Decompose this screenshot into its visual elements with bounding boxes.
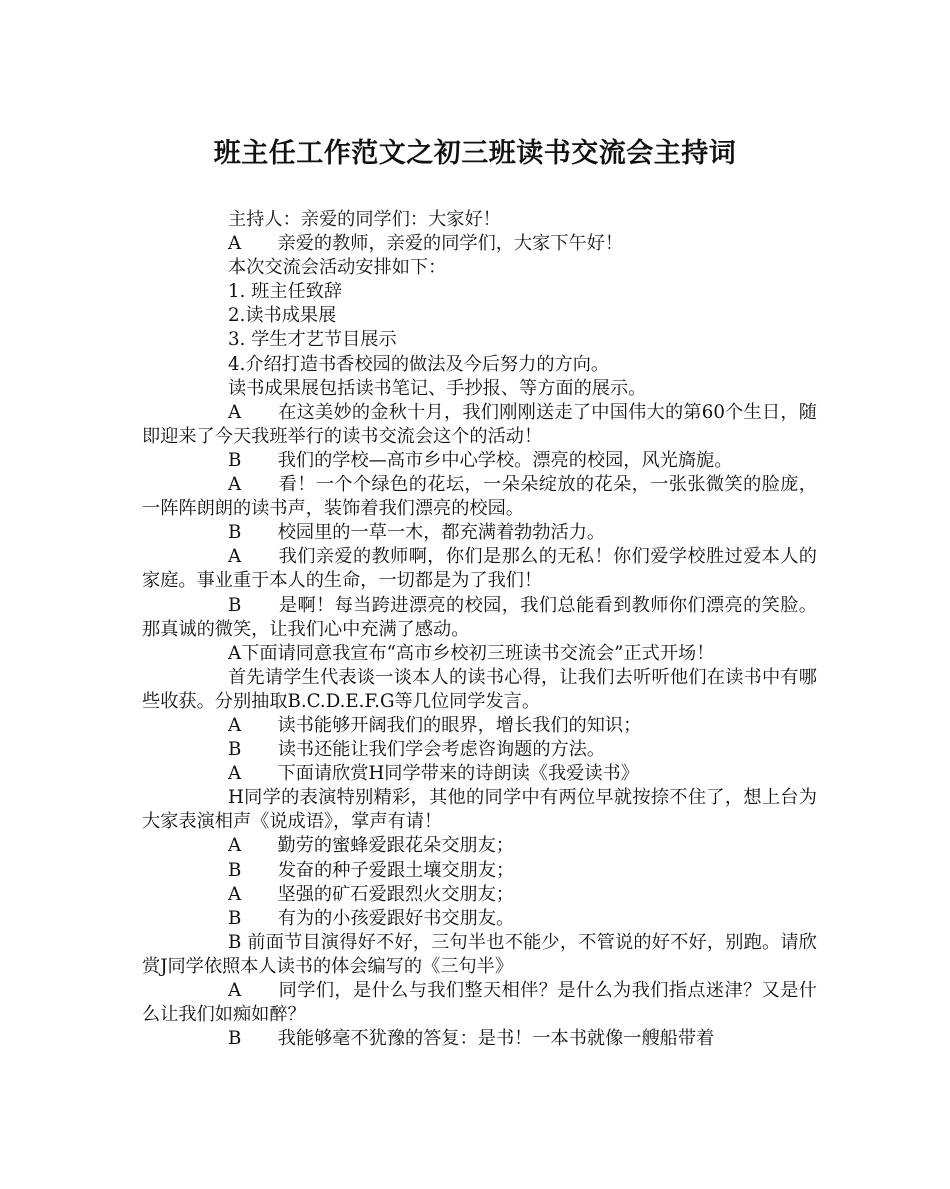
paragraph: A 勤劳的蜜蜂爱跟花朵交朋友； <box>228 835 514 857</box>
paragraph: B 发奋的种子爱跟土壤交朋友； <box>228 859 515 881</box>
paragraph: A 看！一个个绿色的花坛，一朵朵绽放的花朵，一张张微笑的脸庞，一阵阵朗朗的读书声，装饰着我们漂亮的校园。 <box>142 474 817 520</box>
paragraph: A 坚强的矿石爱跟烈火交朋友； <box>228 883 514 905</box>
paragraph: 1. 班主任致辞 <box>228 281 343 303</box>
document-body <box>142 208 817 1051</box>
paragraph: A 我们亲爱的教师啊，你们是那么的无私！你们爱学校胜过爱本人的家庭。事业重于本人的生命，一切都是为了我们！ <box>142 546 817 592</box>
paragraph: 本次交流会活动安排如下： <box>228 257 447 279</box>
paragraph: 读书成果展包括读书笔记、手抄报、等方面的展示。 <box>228 377 647 399</box>
paragraph: A 读书能够开阔我们的眼界，增长我们的知识； <box>228 714 642 736</box>
paragraph: 首先请学生代表谈一谈本人的读书心得，让我们去听听他们在读书中有哪些收获。分别抽取B.C.D.E.F.G等几位同学发言。 <box>142 666 817 712</box>
paragraph: H同学的表演特别精彩，其他的同学中有两位早就按捺不住了，想上台为大家表演相声《说成语》，掌声有请！ <box>142 787 817 833</box>
paragraph: 3. 学生才艺节目展示 <box>228 329 397 351</box>
paragraph: B 校园里的一草一木，都充满着勃勃活力。 <box>228 522 606 544</box>
paragraph: B 我们的学校—高市乡中心学校。漂亮的校园，风光旖旎。 <box>228 449 733 471</box>
paragraph: B 有为的小孩爱跟好书交朋友。 <box>228 907 515 929</box>
paragraph: B 我能够毫不犹豫的答复：是书！一本书就像一艘船带着 <box>228 1028 715 1050</box>
paragraph: A 亲爱的教师，亲爱的同学们，大家下午好！ <box>228 233 624 255</box>
paragraph: A 在这美妙的金秋十月，我们刚刚送走了中国伟大的第60个生日，随即迎来了今天我班举行的读书交流会这个的活动！ <box>142 401 817 447</box>
paragraph: B 是啊！每当跨进漂亮的校园，我们总能看到教师你们漂亮的笑脸。那真诚的微笑，让我们心中充满了感动。 <box>142 594 817 640</box>
paragraph: 主持人：亲爱的同学们：大家好！ <box>228 209 501 230</box>
paragraph: A 下面请欣赏H同学带来的诗朗读《我爱读书》 <box>228 763 639 785</box>
paragraph: A下面请同意我宣布“高市乡校初三班读书交流会”正式开场！ <box>228 642 715 664</box>
paragraph: A 同学们，是什么与我们整天相伴？是什么为我们指点迷津？又是什么让我们如痴如醉？ <box>142 980 817 1026</box>
paragraph: B 读书还能让我们学会考虑咨询题的方法。 <box>228 739 606 761</box>
document-title: 班主任工作范文之初三班读书交流会主持词 <box>213 138 737 169</box>
paragraph: 4.介绍打造书香校园的做法及今后努力的方向。 <box>228 353 610 375</box>
paragraph: B 前面节目演得好不好，三句半也不能少，不管说的好不好，别跑。请欣赏J同学依照本人读书的体会编写的《三句半》 <box>142 931 817 977</box>
paragraph: 2.读书成果展 <box>228 305 337 327</box>
